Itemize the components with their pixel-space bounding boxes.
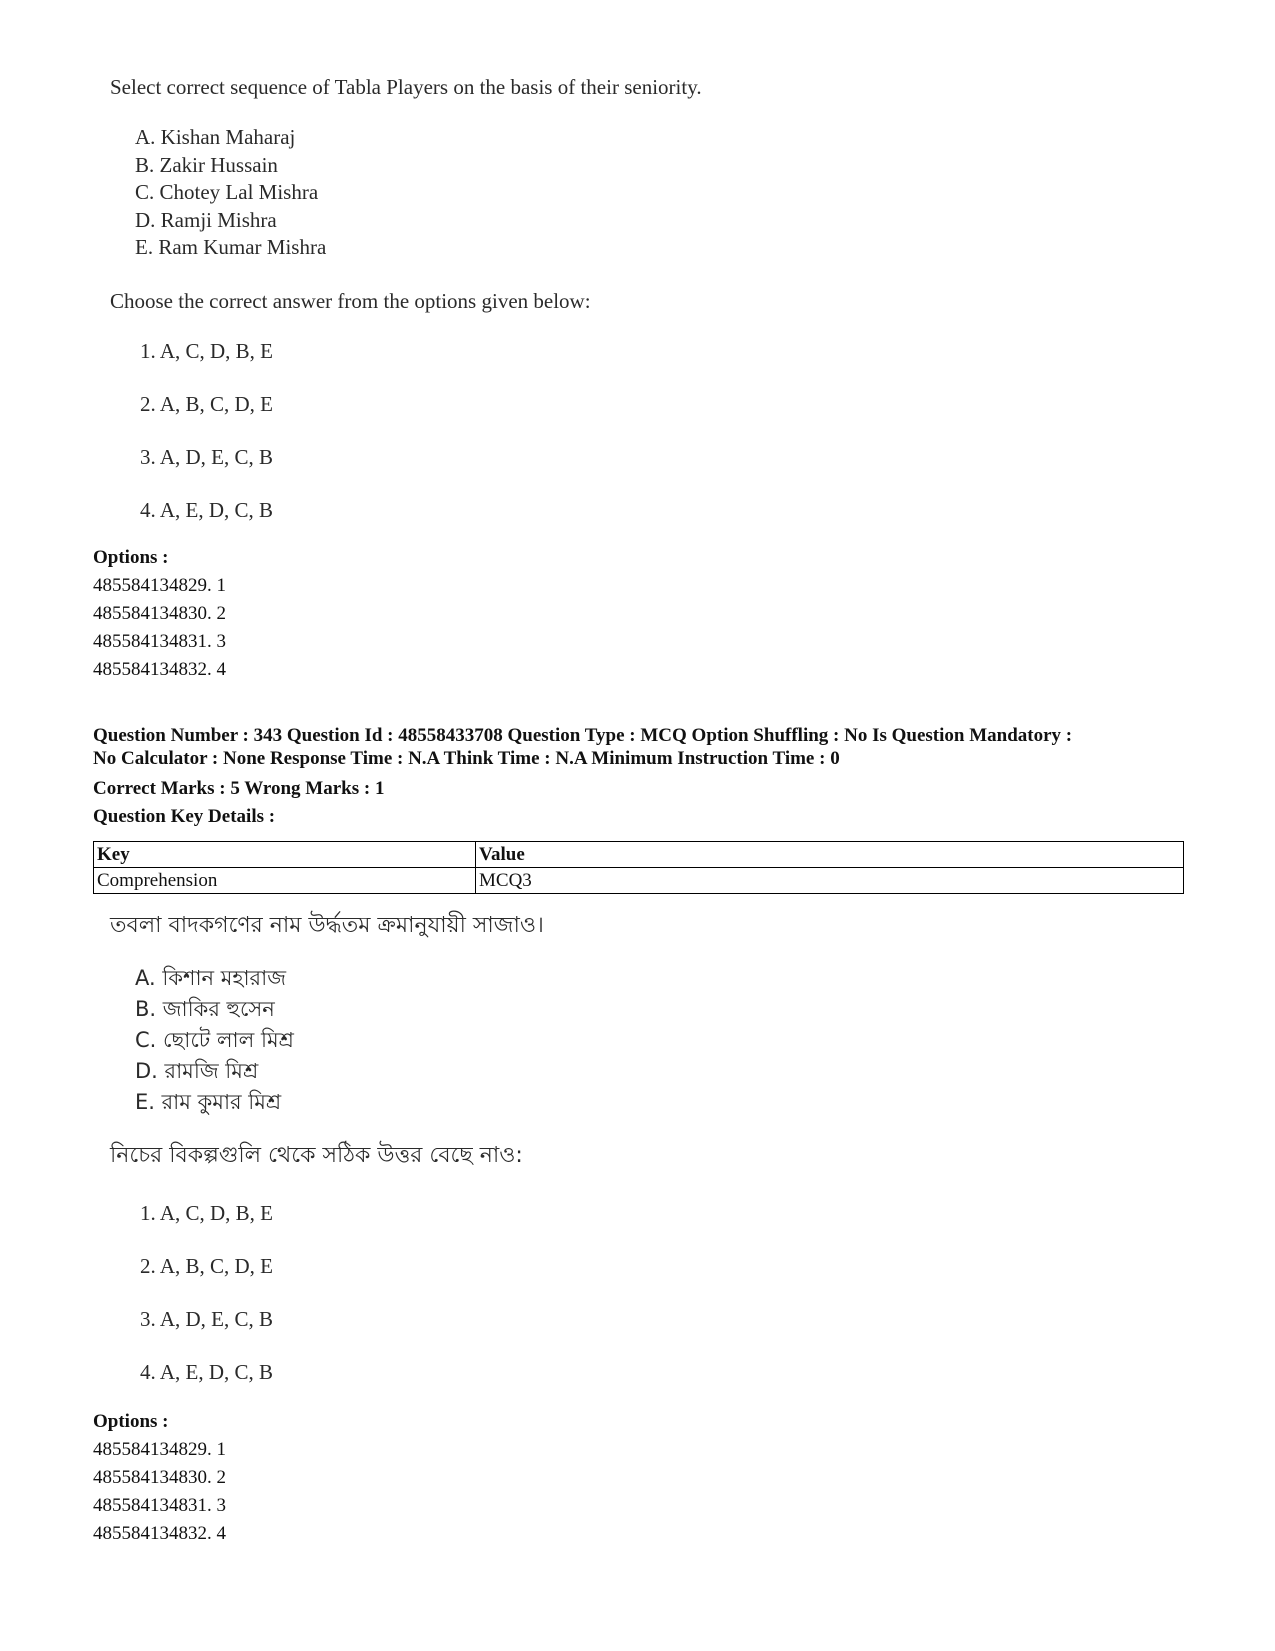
table-cell-value: MCQ3 — [476, 868, 1184, 894]
table-cell-key: Comprehension — [94, 868, 476, 894]
q1-instruction: Choose the correct answer from the options given below: — [110, 289, 591, 313]
q1-statement-a: A. Kishan Maharaj — [135, 125, 296, 149]
q2-options-label: Options : — [93, 1411, 169, 1432]
q1-statements — [135, 124, 326, 262]
q1-choice-1: 1. A, C, D, B, E — [140, 339, 274, 363]
q2-stem-bengali: তবলা বাদকগণের নাম উর্দ্ধতম ক্রমানুযায়ী সাজাও। — [110, 913, 544, 938]
q2-option-4: 485584134832. 4 — [93, 1523, 226, 1544]
q2-statements — [135, 963, 294, 1118]
q2-option-1: 485584134829. 1 — [93, 1439, 226, 1460]
q1-statement-c: C. Chotey Lal Mishra — [135, 180, 319, 204]
q2-choice-4: 4. A, E, D, C, B — [140, 1360, 274, 1384]
table-header-key: Key — [94, 842, 476, 868]
q2-choice-2: 2. A, B, C, D, E — [140, 1254, 274, 1278]
question-key-table — [93, 841, 1184, 894]
q1-option-4: 485584134832. 4 — [93, 659, 226, 680]
table-row — [94, 868, 1184, 894]
q1-option-2: 485584134830. 2 — [93, 603, 226, 624]
q2-meta — [93, 724, 1193, 770]
q1-choice-3: 3. A, D, E, C, B — [140, 445, 274, 469]
q2-statement-c: C. ছোটে লাল মিশ্র — [135, 1028, 294, 1052]
q2-option-3: 485584134831. 3 — [93, 1495, 226, 1516]
q1-statement-d: D. Ramji Mishra — [135, 207, 277, 232]
q2-marks: Correct Marks : 5 Wrong Marks : 1 — [93, 778, 385, 799]
q1-statement-e: E. Ram Kumar Mishra — [135, 235, 327, 259]
q2-statement-a: A. কিশান মহারাজ — [135, 966, 286, 990]
table-header-row — [94, 842, 1184, 868]
q1-option-3: 485584134831. 3 — [93, 631, 226, 652]
q2-instruction-bengali: নিচের বিকল্পগুলি থেকে সঠিক উত্তর বেছে নাও: — [110, 1143, 523, 1168]
q2-choice-1: 1. A, C, D, B, E — [140, 1201, 274, 1225]
q2-statement-d: D. রামজি মিশ্র — [135, 1059, 259, 1083]
q2-statement-e: E. রাম কুমার মিশ্র — [135, 1090, 282, 1114]
q1-option-1: 485584134829. 1 — [93, 575, 226, 596]
q2-meta-line1: Question Number : 343 Question Id : 48558433708 Question Type : MCQ Option Shuffling : No Is Question Mandatory : — [93, 725, 1073, 746]
q1-choice-4: 4. A, E, D, C, B — [140, 498, 274, 522]
q1-stem: Select correct sequence of Tabla Players on the basis of their seniority. — [110, 75, 702, 99]
q2-option-2: 485584134830. 2 — [93, 1467, 226, 1488]
q2-meta-line2: No Calculator : None Response Time : N.A Think Time : N.A Minimum Instruction Time : 0 — [93, 748, 840, 769]
q1-choice-2: 2. A, B, C, D, E — [140, 392, 274, 416]
q1-statement-b: B. Zakir Hussain — [135, 152, 278, 177]
q2-key-details-label: Question Key Details : — [93, 806, 276, 827]
q2-statement-b: B. জাকির হুসেন — [135, 997, 275, 1021]
q1-options-label: Options : — [93, 547, 169, 568]
q2-choice-3: 3. A, D, E, C, B — [140, 1307, 274, 1331]
table-header-value: Value — [476, 842, 1184, 868]
